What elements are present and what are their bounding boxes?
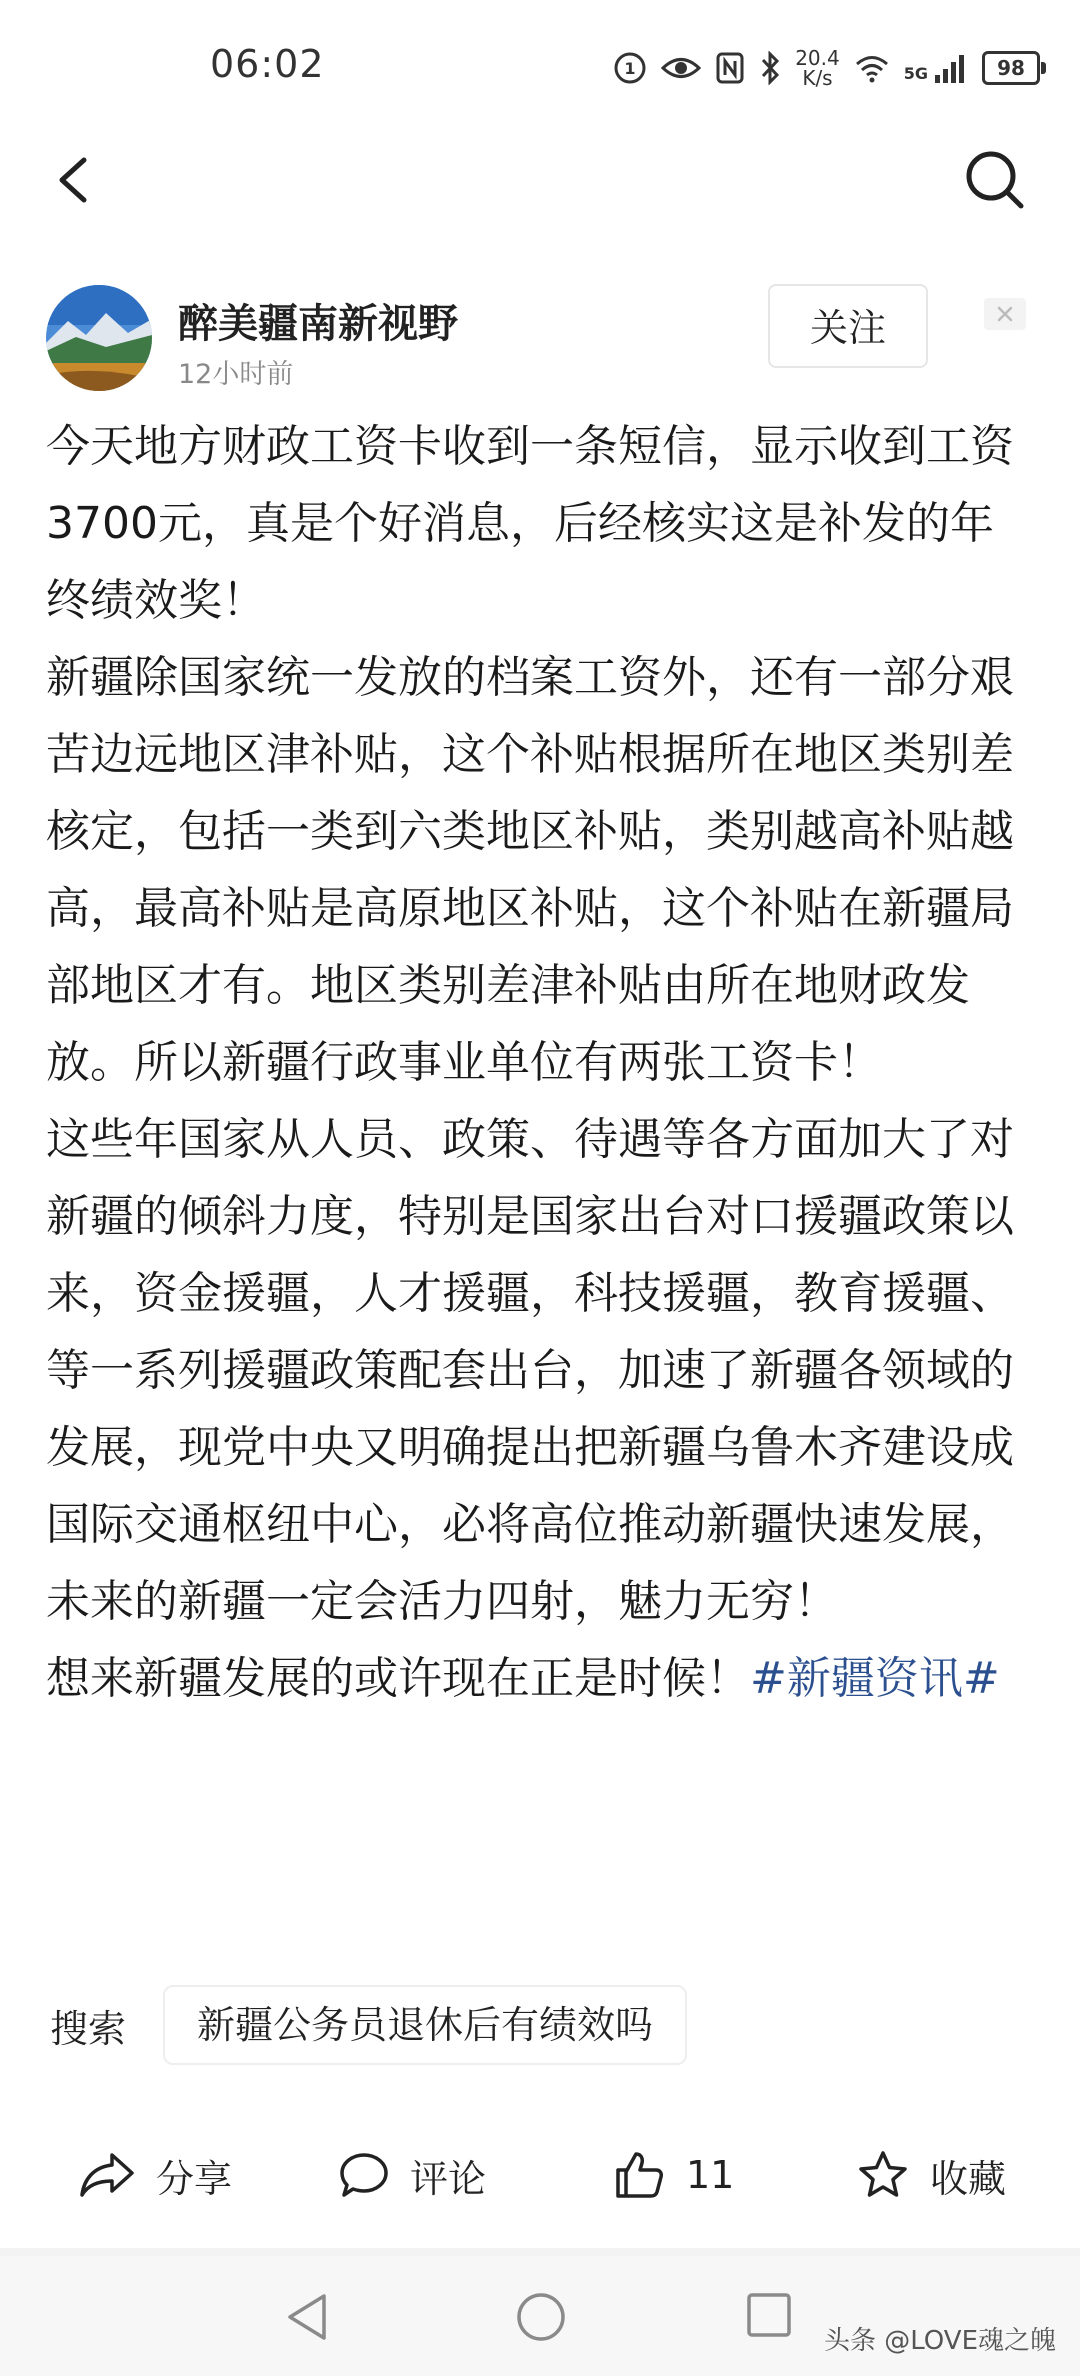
- landscape-avatar-icon: [46, 285, 152, 391]
- article-paragraph: 今天地方财政工资卡收到一条短信，显示收到工资3700元，真是个好消息，后经核实这是补发的年终绩效奖！: [46, 421, 1014, 626]
- action-bar: [0, 2130, 1080, 2220]
- post-time: 12小时前: [178, 359, 294, 390]
- network-type: 5G: [903, 64, 928, 83]
- battery-icon: 98: [982, 51, 1040, 85]
- search-suggestion-chip[interactable]: 新疆公务员退休后有绩效吗: [163, 1985, 687, 2065]
- article-paragraph: 这些年国家从人员、政策、待遇等各方面加大了对新疆的倾斜力度，特别是国家出台对口援疆政策以来，资金援疆，人才援疆，科技援疆，教育援疆、等一系列援疆政策配套出台，加速了新疆各领域的发展，现党中央又明确提出把新疆乌鲁木齐建设成国际交通枢纽中心，必将高位推动新疆快速发展，未来的新疆一定会活力四射，魅力无穷！: [46, 1114, 1014, 1627]
- bluetooth-icon: [759, 51, 781, 85]
- star-icon: [856, 2149, 910, 2201]
- status-icons: [613, 48, 1040, 88]
- share-icon: [78, 2149, 136, 2201]
- signal-icon: [904, 53, 968, 83]
- collect-label: 收藏: [930, 2156, 1007, 2201]
- like-count: 11: [686, 2153, 735, 2197]
- article-body: [46, 408, 1036, 1717]
- article-paragraph: 新疆除国家统一发放的档案工资外，还有一部分艰苦边远地区津补贴，这个补贴根据所在地区类别差核定，包括一类到六类地区补贴，类别越高补贴越高，最高补贴是高原地区补贴，这个补贴在新疆局部地区才有。地区类别差津补贴由所在地财政发放。所以新疆行政事业单位有两张工资卡！: [46, 652, 1014, 1088]
- nav-recents-button[interactable]: [744, 2290, 794, 2344]
- system-nav-bar: [0, 2256, 1080, 2376]
- close-icon: [984, 298, 1026, 330]
- hashtag-link[interactable]: #新疆资讯#: [750, 1653, 1000, 1704]
- nav-back-button[interactable]: [282, 2290, 332, 2348]
- net-speed-unit: K/s: [802, 66, 833, 90]
- data-saver-icon: [613, 51, 647, 85]
- share-button[interactable]: [78, 2130, 232, 2220]
- share-label: 分享: [156, 2156, 233, 2201]
- search-icon: [955, 140, 1035, 220]
- comment-button[interactable]: [338, 2130, 486, 2220]
- like-button[interactable]: [612, 2130, 734, 2220]
- nav-home-button[interactable]: [514, 2290, 568, 2348]
- collect-button[interactable]: [856, 2130, 1006, 2220]
- search-button[interactable]: [955, 140, 1035, 220]
- comment-label: 评论: [410, 2156, 487, 2201]
- back-button[interactable]: [40, 140, 110, 220]
- comment-icon: [338, 2149, 390, 2201]
- watermark: 头条 @LOVE魂之魄: [823, 2326, 1056, 2356]
- chevron-left-icon: [40, 140, 110, 220]
- thumbs-up-icon: [612, 2148, 666, 2202]
- dismiss-button[interactable]: [984, 298, 1026, 330]
- divider: [0, 2248, 1080, 2256]
- status-time: 06:02: [210, 42, 325, 86]
- follow-button[interactable]: 关注: [768, 284, 928, 368]
- net-speed-value: 20.4: [795, 46, 840, 70]
- nfc-icon: [715, 51, 745, 85]
- wifi-icon: [854, 53, 890, 83]
- author-name[interactable]: 醉美疆南新视野: [178, 301, 458, 347]
- net-speed: [795, 48, 840, 88]
- status-bar: [0, 0, 1080, 130]
- article-paragraph-last: [46, 1640, 1036, 1717]
- avatar[interactable]: [46, 285, 152, 391]
- square-recents-icon: [744, 2290, 794, 2340]
- article-last-text: 想来新疆发展的或许现在正是时候！: [46, 1653, 750, 1704]
- circle-home-icon: [514, 2290, 568, 2344]
- eye-icon: [661, 53, 701, 83]
- search-label: 搜索: [50, 2007, 127, 2051]
- svg-text:1: 1: [624, 59, 636, 78]
- triangle-back-icon: [282, 2290, 332, 2344]
